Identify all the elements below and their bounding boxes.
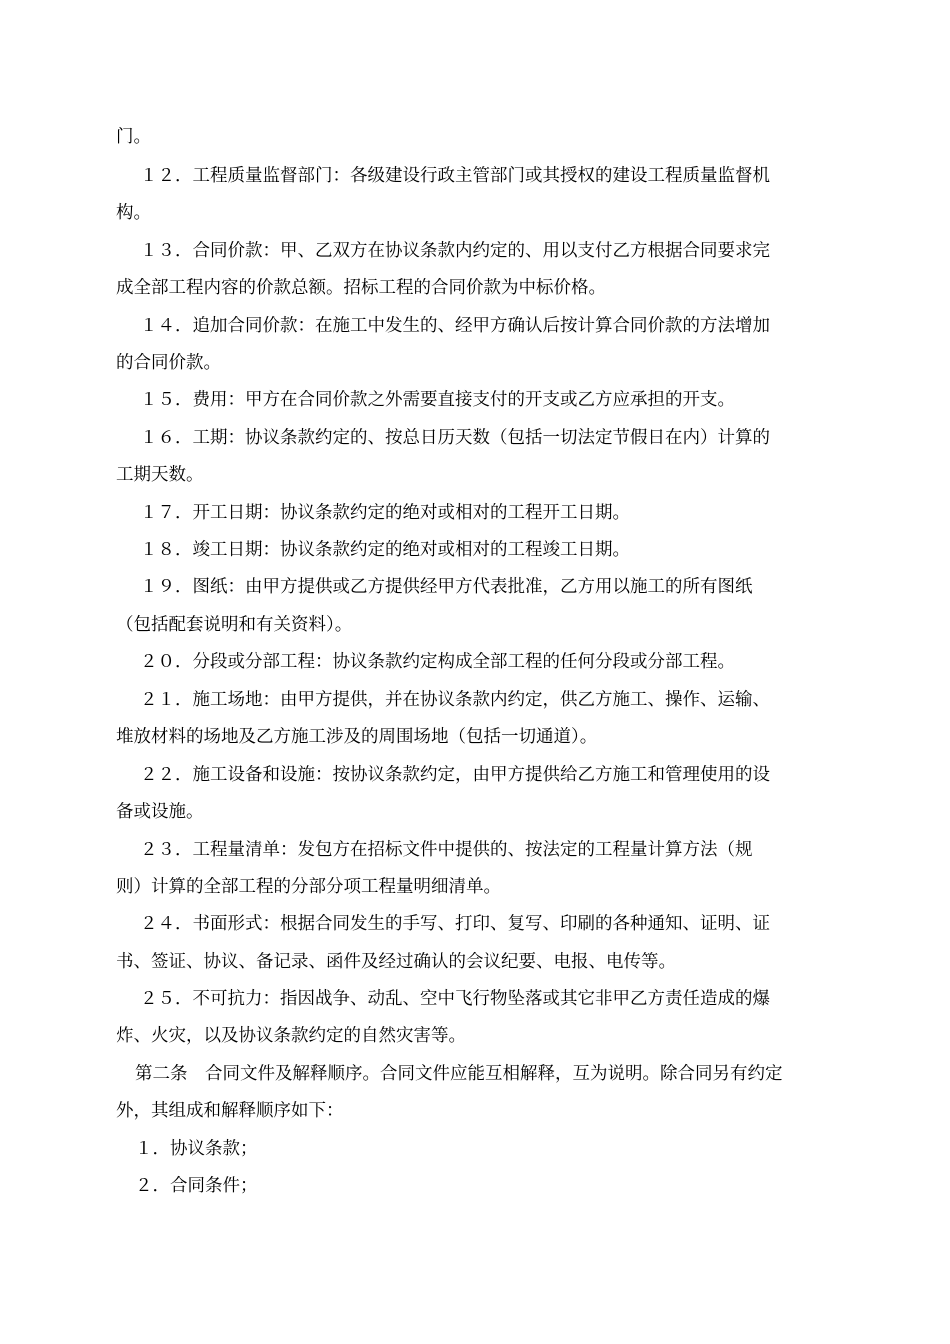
article-2-heading: 第二条 合同文件及解释顺序。合同文件应能互相解释，互为说明。除合同另有约定: [135, 1064, 783, 1084]
clause-21: ２１．施工场地：由甲方提供，并在协议条款内约定，供乙方施工、操作、运输、: [140, 690, 770, 710]
clause-22: ２２．施工设备和设施：按协议条款约定，由甲方提供给乙方施工和管理使用的设: [140, 765, 770, 785]
text-line: 工期天数。: [116, 465, 204, 485]
text-line: 构。: [116, 203, 151, 223]
list-item: １．协议条款；: [135, 1139, 258, 1159]
clause-25: ２５．不可抗力：指因战争、动乱、空中飞行物坠落或其它非甲乙方责任造成的爆: [140, 989, 770, 1009]
clause-24: ２４．书面形式：根据合同发生的手写、打印、复写、印刷的各种通知、证明、证: [140, 914, 770, 934]
clause-20: ２０．分段或分部工程：协议条款约定构成全部工程的任何分段或分部工程。: [140, 652, 735, 672]
text-line: （包括配套说明和有关资料）。: [116, 615, 353, 635]
clause-18: １８．竣工日期：协议条款约定的绝对或相对的工程竣工日期。: [140, 540, 630, 560]
clause-19: １９．图纸：由甲方提供或乙方提供经甲方代表批准，乙方用以施工的所有图纸: [140, 577, 753, 597]
clause-23: ２３．工程量清单：发包方在招标文件中提供的、按法定的工程量计算方法（规: [140, 840, 753, 860]
list-item: ２．合同条件；: [135, 1176, 258, 1196]
clause-15: １５．费用：甲方在合同价款之外需要直接支付的开支或乙方应承担的开支。: [140, 390, 735, 410]
clause-13: １３．合同价款：甲、乙双方在协议条款内约定的、用以支付乙方根据合同要求完: [140, 241, 770, 261]
clause-16: １６．工期：协议条款约定的、按总日历天数（包括一切法定节假日在内）计算的: [140, 428, 770, 448]
text-line: 书、签证、协议、备记录、函件及经过确认的会议纪要、电报、电传等。: [116, 952, 676, 972]
clause-14: １４．追加合同价款：在施工中发生的、经甲方确认后按计算合同价款的方法增加: [140, 316, 770, 336]
text-line: 堆放材料的场地及乙方施工涉及的周围场地（包括一切通道）。: [116, 727, 598, 747]
clause-17: １７．开工日期：协议条款约定的绝对或相对的工程开工日期。: [140, 503, 630, 523]
text-line: 则）计算的全部工程的分部分项工程量明细清单。: [116, 877, 501, 897]
text-line: 成全部工程内容的价款总额。招标工程的合同价款为中标价格。: [116, 278, 606, 298]
text-line: 炸、火灾，以及协议条款约定的自然灾害等。: [116, 1026, 466, 1046]
clause-12: １２．工程质量监督部门：各级建设行政主管部门或其授权的建设工程质量监督机: [140, 166, 770, 186]
text-line: 备或设施。: [116, 802, 204, 822]
text-line: 门。: [116, 127, 151, 147]
text-line: 的合同价款。: [116, 353, 221, 373]
text-line: 外，其组成和解释顺序如下：: [116, 1101, 344, 1121]
